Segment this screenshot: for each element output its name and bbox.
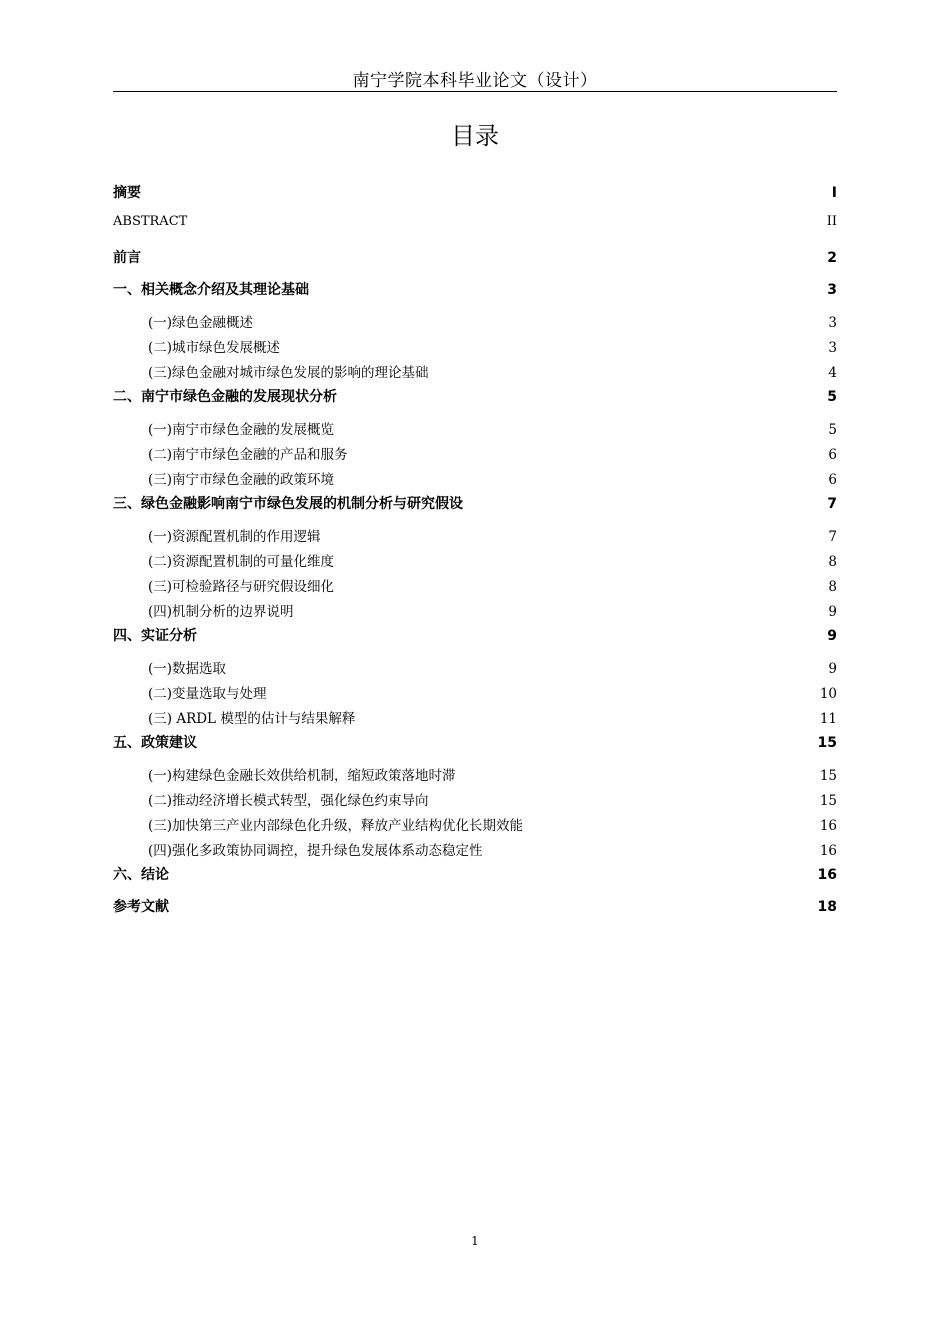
toc-entry-label: (三) ARDL 模型的估计与结果解释 [148, 707, 355, 727]
toc-entry-label: (二)资源配置机制的可量化维度 [148, 550, 334, 570]
toc-entry-page: 3 [828, 340, 837, 357]
toc-entry[interactable] [113, 814, 837, 839]
toc-entry-label: (四)强化多政策协同调控，提升绿色发展体系动态稳定性 [148, 839, 483, 859]
toc-entry-page: 5 [828, 422, 837, 439]
toc-entry-page: 9 [828, 603, 837, 620]
toc-entry-label: (三)绿色金融对城市绿色发展的影响的理论基础 [148, 361, 429, 381]
toc-entry-page: 8 [828, 554, 837, 571]
toc-entry-label: 参考文献 [113, 896, 169, 916]
toc-entry-page: 16 [819, 842, 837, 859]
toc-entry-page: I [831, 185, 837, 201]
toc-entry[interactable] [113, 247, 837, 279]
toc-entry-page: 16 [819, 817, 837, 834]
toc-entry-page: 4 [828, 364, 837, 381]
toc-entry[interactable] [113, 600, 837, 625]
toc-entry-label: 摘要 [113, 182, 141, 202]
toc-entry-label: (二)变量选取与处理 [148, 682, 267, 702]
toc-entry-page: 15 [819, 767, 837, 784]
toc-entry-page: 16 [817, 866, 837, 883]
toc-entry-page: 6 [828, 447, 837, 464]
toc-entry-page: 9 [828, 660, 837, 677]
toc-entry-label: (一)南宁市绿色金融的发展概览 [148, 418, 334, 438]
toc-entry-label: 五、政策建议 [113, 732, 197, 752]
toc-entry-label: ABSTRACT [113, 214, 188, 230]
toc-entry[interactable] [113, 386, 837, 418]
toc-entry-page: 11 [819, 710, 837, 727]
toc-entry[interactable] [113, 764, 837, 789]
toc-entry[interactable] [113, 418, 837, 443]
toc-entry-label: 二、南宁市绿色金融的发展现状分析 [113, 386, 337, 406]
toc-entry-page: 8 [828, 578, 837, 595]
toc-entry-label: (二)推动经济增长模式转型，强化绿色约束导向 [148, 789, 429, 809]
toc-entry-label: (二)城市绿色发展概述 [148, 336, 280, 356]
toc-entry-label: (一)构建绿色金融长效供给机制，缩短政策落地时滞 [148, 764, 456, 784]
toc-entry-page: 2 [827, 249, 837, 266]
toc-title: 目录 [451, 122, 499, 150]
toc-entry-page: 10 [819, 685, 837, 702]
toc-entry[interactable] [113, 839, 837, 864]
toc-entry[interactable] [113, 311, 837, 336]
page-number: 1 [471, 1234, 479, 1248]
toc-entry-label: 四、实证分析 [113, 625, 197, 645]
toc-entry-label: 前言 [113, 247, 141, 267]
toc-entry-label: 三、绿色金融影响南宁市绿色发展的机制分析与研究假设 [113, 493, 463, 513]
toc-entry[interactable] [113, 575, 837, 600]
toc-entry[interactable] [113, 625, 837, 657]
toc-entry[interactable] [113, 468, 837, 493]
toc-entry-page: 18 [817, 898, 837, 915]
toc-entry[interactable] [113, 707, 837, 732]
toc-entry[interactable] [113, 896, 837, 928]
toc-entry-page: 15 [819, 792, 837, 809]
toc-entry-label: (二)南宁市绿色金融的产品和服务 [148, 443, 348, 463]
toc-entry-page: 5 [827, 388, 837, 405]
toc-entry-label: (四)机制分析的边界说明 [148, 600, 294, 620]
toc-entry[interactable] [113, 657, 837, 682]
toc-entry[interactable] [113, 525, 837, 550]
toc-entry[interactable] [113, 443, 837, 468]
toc-entry-page: 15 [817, 734, 837, 751]
toc-entry[interactable] [113, 279, 837, 311]
toc-entry-label: (一)数据选取 [148, 657, 226, 677]
toc-entry[interactable] [113, 732, 837, 764]
toc-entry-page: 3 [828, 315, 837, 332]
toc-entry[interactable] [113, 682, 837, 707]
toc-entry-label: (三)加快第三产业内部绿色化升级，释放产业结构优化长期效能 [148, 814, 523, 834]
table-of-contents [113, 182, 837, 928]
toc-entry-page: II [826, 214, 837, 230]
header-rule [113, 91, 837, 92]
toc-entry-label: 一、相关概念介绍及其理论基础 [113, 279, 309, 299]
toc-entry[interactable] [113, 864, 837, 896]
toc-entry-page: 3 [827, 281, 837, 298]
toc-entry-page: 7 [828, 529, 837, 546]
toc-entry[interactable] [113, 361, 837, 386]
toc-entry-label: (一)资源配置机制的作用逻辑 [148, 525, 321, 545]
toc-entry[interactable] [113, 789, 837, 814]
toc-entry[interactable] [113, 214, 837, 246]
toc-entry-label: (三)南宁市绿色金融的政策环境 [148, 468, 334, 488]
toc-entry-page: 6 [828, 471, 837, 488]
toc-entry-page: 9 [827, 627, 837, 644]
toc-entry-label: (三)可检验路径与研究假设细化 [148, 575, 334, 595]
running-header: 南宁学院本科毕业论文（设计） [352, 71, 598, 91]
toc-entry[interactable] [113, 550, 837, 575]
toc-entry-label: 六、结论 [113, 864, 169, 884]
toc-entry[interactable] [113, 493, 837, 525]
toc-entry[interactable] [113, 336, 837, 361]
toc-entry-page: 7 [827, 495, 837, 512]
toc-entry[interactable] [113, 182, 837, 214]
toc-entry-label: (一)绿色金融概述 [148, 311, 253, 331]
